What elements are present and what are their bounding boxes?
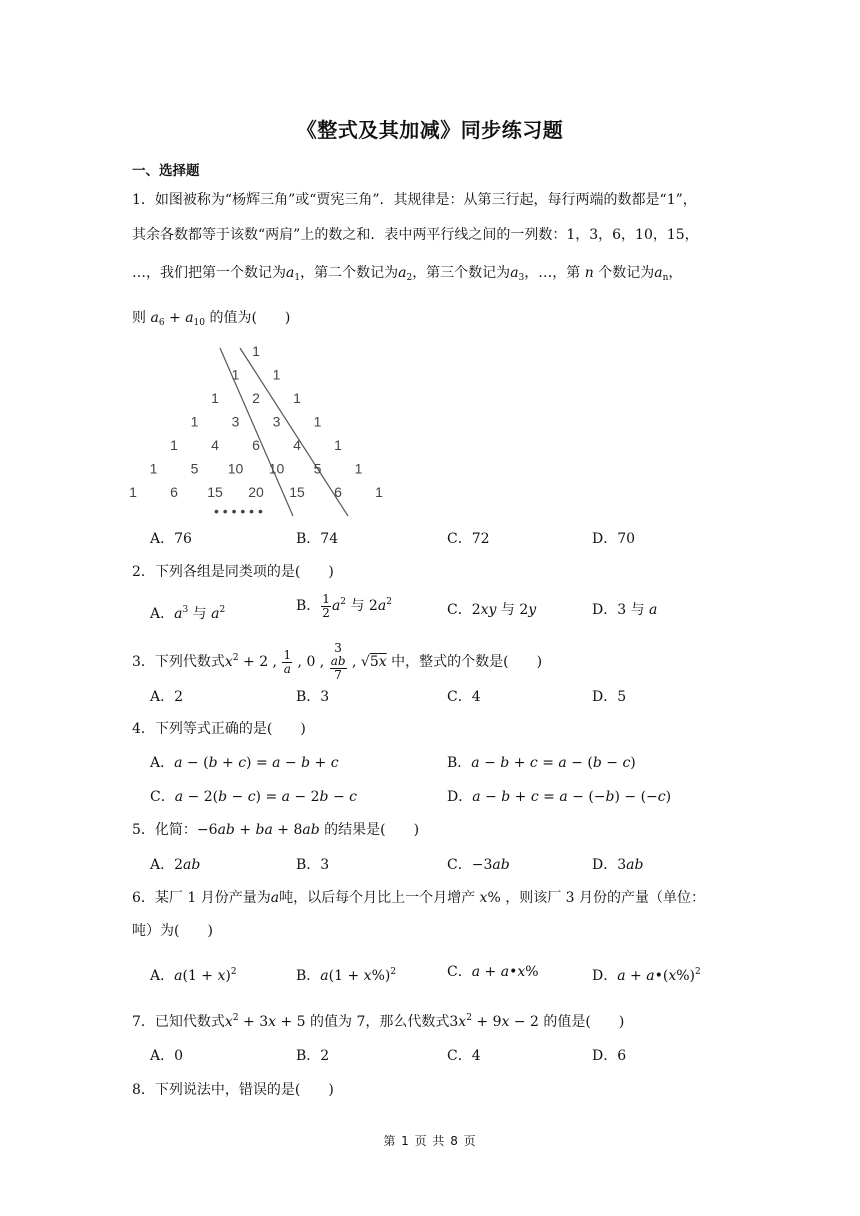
q1-option-b: B．74 xyxy=(296,531,339,547)
triangle-number: 10 xyxy=(268,460,285,477)
q6-option-c: C．a + a•x% xyxy=(447,964,539,980)
q1-line-1: 1．如图被称为“杨辉三角”或“贾宪三角”．其规律是：从第三行起，每行两端的数都是“1”， xyxy=(132,192,697,208)
q2-option-c: C．2xy 与 2y xyxy=(447,602,537,618)
q6-line-2: 吨）为( ) xyxy=(132,923,213,939)
q5-option-c: C．−3ab xyxy=(447,857,510,873)
triangle-number: 1 xyxy=(375,484,383,500)
q7-option-b: B．2 xyxy=(296,1048,330,1064)
triangle-number: 1 xyxy=(211,390,219,406)
triangle-number: 1 xyxy=(272,366,281,383)
q1-option-c: C．72 xyxy=(447,531,490,547)
triangle-number: 4 xyxy=(211,437,219,453)
q2-option-d: D．3 与 a xyxy=(592,602,658,618)
q5-option-a: A．2ab xyxy=(150,857,201,873)
q3-stem: 3．下列代数式$x^2 + 2$ , $\frac{1}{a}$ , 0 , 3 ab 7 , √5x 中，整式的个数是( ) xyxy=(132,641,543,682)
triangle-number: 2 xyxy=(252,390,260,406)
q6-option-a: A．$a(1 + x)^2$ xyxy=(150,967,237,984)
triangle-svg xyxy=(128,338,398,528)
triangle-number: 3 xyxy=(231,413,240,430)
triangle-dots: • • • • • • xyxy=(214,503,263,519)
q1-option-a: A．76 xyxy=(150,531,192,547)
triangle-number: 5 xyxy=(313,460,322,477)
section-heading: 一、选择题 xyxy=(132,163,200,179)
q7-stem: 7．已知代数式$x^2 + 3x + 5$ 的值为 7，那么代数式$3x^2 + 9x - 2$ 的值是( ) xyxy=(132,1013,625,1030)
q3-option-b: B．3 xyxy=(296,689,330,705)
triangle-number: 15 xyxy=(207,484,223,500)
q3-option-c: C．4 xyxy=(447,689,481,705)
triangle-number: 10 xyxy=(227,460,244,477)
q4-option-a: A．a − (b + c) = a − b + c xyxy=(150,755,339,771)
q1-option-d: D．70 xyxy=(592,531,636,547)
q1-line-2: 其余各数都等于该数“两肩”上的数之和．表中两平行线之间的一列数：1，3，6，10，15， xyxy=(132,227,699,243)
q6-option-d: D．$a + a•(x\%)^2$ xyxy=(592,967,701,984)
triangle-number: 1 xyxy=(231,366,240,383)
page-title: 《整式及其加减》同步练习题 xyxy=(296,118,564,142)
q2-option-a: A．$a^3$ 与 $a^2$ xyxy=(150,605,226,622)
triangle-number: 6 xyxy=(170,484,178,500)
triangle-number: 1 xyxy=(170,437,178,453)
q5-option-b: B．3 xyxy=(296,857,330,873)
triangle-number: 1 xyxy=(149,460,158,477)
triangle-number: 3 xyxy=(272,413,281,430)
triangle-number: 1 xyxy=(334,437,342,453)
q1-line-3: …，我们把第一个数记为$a_1$，第二个数记为$a_2$，第三个数记为$a_3$，…，第 n 个数记为$a_n$， xyxy=(132,265,683,283)
q7-option-c: C．4 xyxy=(447,1048,481,1064)
q4-option-b: B．a − b + c = a − (b − c) xyxy=(447,755,636,771)
q6-option-b: B．$a(1 + x\%)^2$ xyxy=(296,967,397,984)
q8-stem: 8．下列说法中，错误的是( ) xyxy=(132,1082,334,1098)
triangle-number: 5 xyxy=(190,460,199,477)
triangle-number: 6 xyxy=(334,484,342,500)
triangle-number: 1 xyxy=(252,343,260,359)
q1-line-4: 则 $a_6 + a_{10}$ 的值为( ) xyxy=(132,310,291,328)
triangle-number: 6 xyxy=(252,437,260,453)
q4-stem: 4．下列等式正确的是( ) xyxy=(132,721,306,737)
q5-stem: 5．化简：−6ab + ba + 8ab 的结果是( ) xyxy=(132,822,420,838)
q5-option-d: D．3ab xyxy=(592,857,644,873)
triangle-number: 15 xyxy=(289,484,305,500)
triangle-number: 1 xyxy=(313,413,322,430)
q6-line-1: 6．某厂 1 月份产量为a吨，以后每个月比上一个月增产 x% ，则该厂 3 月份的产量（单位： xyxy=(132,890,706,906)
page-footer: 第 1 页 共 8 页 xyxy=(383,1134,477,1148)
q7-option-d: D．6 xyxy=(592,1048,627,1064)
q3-option-a: A．2 xyxy=(150,689,184,705)
triangle-number: 1 xyxy=(190,413,199,430)
q2-stem: 2．下列各组是同类项的是( ) xyxy=(132,564,334,580)
q2-option-b: B． $\frac{1}{2}$ $a^2$ 与 $2a^2$ xyxy=(296,591,392,620)
triangle-number: 1 xyxy=(129,484,137,500)
triangle-number: 4 xyxy=(293,437,301,453)
q4-option-c: C．a − 2(b − c) = a − 2b − c xyxy=(150,789,357,805)
q4-option-d: D．a − b + c = a − (−b) − (−c) xyxy=(447,789,672,805)
yang-hui-triangle-figure xyxy=(128,338,398,528)
q7-option-a: A．0 xyxy=(150,1048,184,1064)
triangle-number: 1 xyxy=(354,460,363,477)
triangle-number: 1 xyxy=(293,390,301,406)
q3-option-d: D．5 xyxy=(592,689,627,705)
triangle-number: 20 xyxy=(248,484,264,500)
